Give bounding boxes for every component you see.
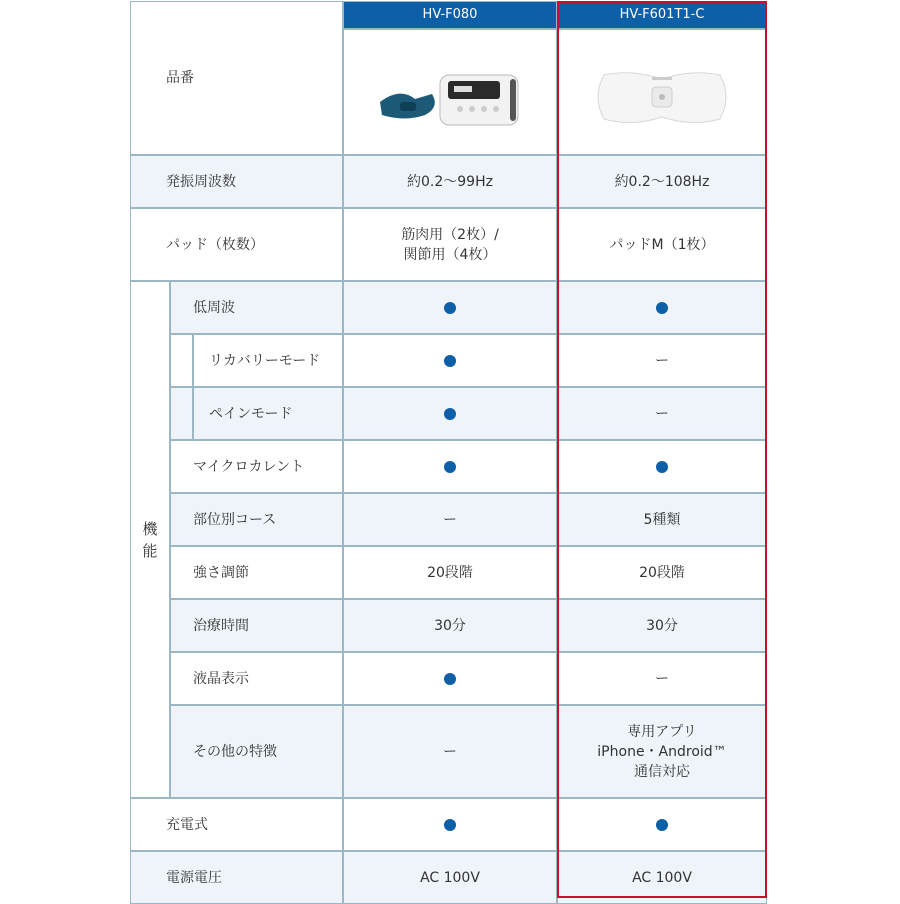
rechargeable-label-cell: [130, 798, 343, 851]
feature-label-cell-3: [170, 440, 343, 493]
rechargeable-value-0-dot: [444, 819, 456, 831]
feature-value-5-1: 20段階: [639, 564, 685, 581]
feature-label-cell-4: [170, 493, 343, 546]
feature-label-3: マイクロカレント: [193, 458, 305, 475]
feature-value-1-1: [557, 334, 767, 387]
rechargeable-label: 充電式: [166, 816, 208, 833]
pads-label-cell: [130, 208, 343, 281]
feature-label-cell-1: [193, 334, 343, 387]
feature-value-4-0: [343, 493, 557, 546]
feature-label-2: ペインモード: [209, 405, 293, 422]
feature-value-4-1: 5種類: [643, 511, 681, 528]
features-group-label-cell: [130, 281, 170, 798]
frequency-value-0: [343, 155, 557, 208]
frequency-value-0: 約0.2〜99Hz: [407, 173, 493, 190]
feature-value-0-1: [557, 281, 767, 334]
feature-value-2-1: ー: [655, 405, 669, 422]
feature-label-7: 液晶表示: [193, 670, 249, 687]
feature-value-3-1-dot: [656, 461, 668, 473]
features-group-char-1: 能: [142, 541, 158, 560]
frequency-value-1: 約0.2〜108Hz: [614, 173, 710, 190]
feature-indent-2: [170, 387, 193, 440]
feature-value-5-0: 20段階: [427, 564, 473, 581]
voltage-value-0: [343, 851, 557, 904]
feature-value-1-0: [343, 334, 557, 387]
feature-label-0: 低周波: [193, 299, 235, 316]
hv-f080-device-image: [370, 47, 530, 137]
product-image-cell-0: [343, 29, 557, 155]
feature-value-8-1-line-1: iPhone・Android™: [597, 743, 727, 760]
product-image-cell-1: [557, 29, 767, 155]
frequency-label: 発振周波数: [166, 173, 236, 190]
feature-label-cell-6: [170, 599, 343, 652]
feature-value-2-0-dot: [444, 408, 456, 420]
feature-value-2-1: [557, 387, 767, 440]
pads-value-1: [557, 208, 767, 281]
feature-value-5-0: [343, 546, 557, 599]
feature-value-3-0: [343, 440, 557, 493]
feature-value-1-1: ー: [655, 352, 669, 369]
pads-value-0: [343, 208, 557, 281]
features-group-char-0: 機: [142, 519, 158, 538]
feature-value-6-0: [343, 599, 557, 652]
voltage-value-0: AC 100V: [420, 869, 480, 886]
product-name-1: HV-F601T1-C: [619, 7, 705, 22]
feature-value-4-1: [557, 493, 767, 546]
rechargeable-value-0: [343, 798, 557, 851]
feature-label-cell-0: [170, 281, 343, 334]
voltage-value-1: AC 100V: [632, 869, 692, 886]
feature-value-2-0: [343, 387, 557, 440]
feature-label-6: 治療時間: [193, 617, 249, 634]
feature-value-0-1-dot: [656, 302, 668, 314]
frequency-value-1: [557, 155, 767, 208]
feature-label-cell-7: [170, 652, 343, 705]
model-label-cell: [130, 1, 343, 155]
feature-value-0-0: [343, 281, 557, 334]
feature-value-8-1-line-0: 専用アプリ: [627, 723, 697, 740]
feature-value-5-1: [557, 546, 767, 599]
product-header-0: [343, 1, 557, 29]
feature-value-7-1: ー: [655, 670, 669, 687]
feature-value-8-1-line-2: 通信対応: [634, 763, 690, 780]
feature-label-cell-8: [170, 705, 343, 798]
feature-value-6-1: [557, 599, 767, 652]
rechargeable-value-1-dot: [656, 819, 668, 831]
voltage-label: 電源電圧: [166, 869, 222, 886]
model-label: 品番: [166, 70, 194, 86]
feature-value-6-0: 30分: [434, 617, 466, 634]
feature-label-cell-2: [193, 387, 343, 440]
feature-value-3-1: [557, 440, 767, 493]
feature-value-8-0-line-0: ー: [443, 743, 457, 760]
pads-value-1-line-0: パッドM（1枚）: [609, 236, 715, 253]
product-name-0: HV-F080: [422, 7, 478, 22]
feature-value-4-0: ー: [443, 511, 457, 528]
feature-label-8: その他の特徴: [193, 743, 277, 760]
feature-indent-1: [170, 334, 193, 387]
feature-value-1-0-dot: [444, 355, 456, 367]
feature-value-7-0-dot: [444, 673, 456, 685]
feature-value-7-0: [343, 652, 557, 705]
feature-label-4: 部位別コース: [193, 511, 277, 528]
frequency-label-cell: [130, 155, 343, 208]
feature-value-0-0-dot: [444, 302, 456, 314]
pads-value-0-line-0: 筋肉用（2枚）/: [401, 226, 499, 243]
feature-value-8-1: [557, 705, 767, 798]
product-header-1: [557, 1, 767, 29]
rechargeable-value-1: [557, 798, 767, 851]
feature-label-5: 強さ調節: [193, 564, 249, 581]
hv-f601t1-c-device-image: [582, 47, 742, 137]
feature-label-cell-5: [170, 546, 343, 599]
feature-value-6-1: 30分: [646, 617, 678, 634]
feature-value-3-0-dot: [444, 461, 456, 473]
voltage-label-cell: [130, 851, 343, 904]
pads-value-0-line-1: 関節用（4枚）: [403, 246, 497, 263]
feature-value-8-0: [343, 705, 557, 798]
feature-value-7-1: [557, 652, 767, 705]
feature-label-1: リカバリーモード: [209, 352, 321, 369]
voltage-value-1: [557, 851, 767, 904]
pads-label: パッド（枚数）: [166, 236, 264, 253]
